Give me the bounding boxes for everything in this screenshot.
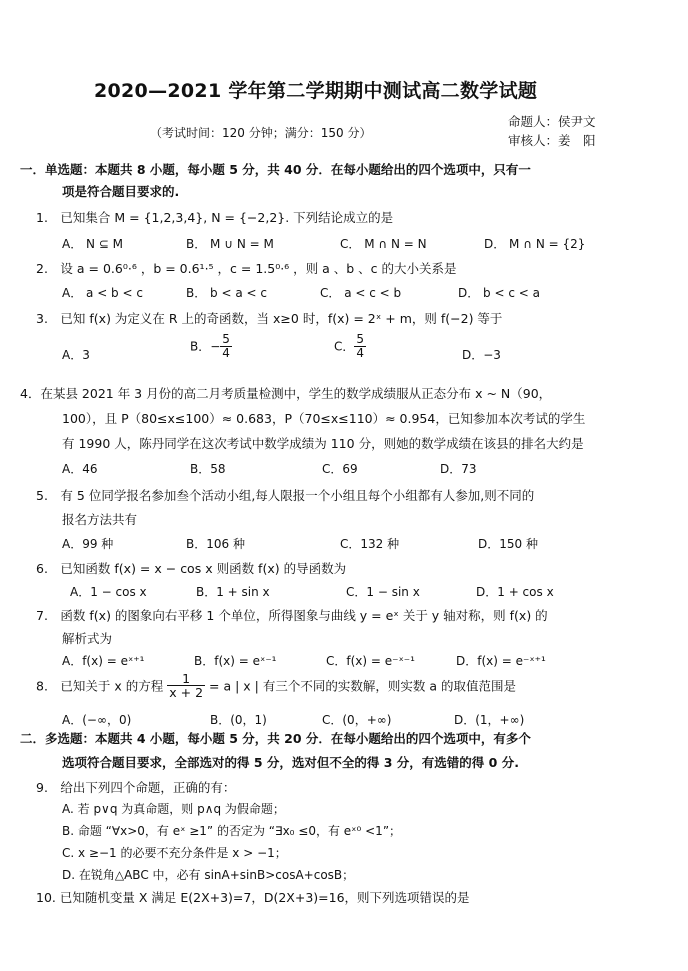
author-line: 命题人：侯尹文: [508, 114, 596, 129]
q2-stem: 2. 设 a = 0.6⁰·⁶ ，b = 0.6¹·⁵ ，c = 1.5⁰·⁶ ，则 a 、b 、c 的大小关系是: [36, 261, 457, 276]
q8-stem: [36, 672, 516, 699]
q9-option-c: C. x ≥−1 的必要不充分条件是 x > −1；: [62, 846, 287, 860]
q5-line1: 5. 有 5 位同学报名参加叁个活动小组,每人限报一个小组且每个小组都有人参加,则不同的: [36, 488, 535, 503]
q2-option-a: A． a < b < c: [62, 286, 143, 300]
q3-option-c-prefix: C．: [334, 339, 355, 354]
q4-option-b: B．58: [190, 462, 226, 476]
q5-option-b: B．106 种: [186, 537, 245, 551]
q6-option-d: D．1 + cos x: [476, 585, 554, 599]
q4-option-d: D．73: [440, 462, 477, 476]
q9-option-a: A. 若 p∨q 为真命题，则 p∧q 为假命题；: [62, 802, 285, 816]
q8-fraction-denominator: x + 2: [169, 685, 204, 701]
q3-stem: 3. 已知 f(x) 为定义在 R 上的奇函数，当 x≥0 时，f(x) = 2ˣ + m，则 f(−2) 等于: [36, 311, 503, 326]
q3-option-a: A．3: [62, 348, 90, 362]
q3-option-c-numerator: 5: [356, 332, 365, 346]
q6-option-a: A．1 − cos x: [70, 585, 147, 599]
q6-stem: 6. 已知函数 f(x) = x − cos x 则函数 f(x) 的导函数为: [36, 561, 347, 576]
q9-stem: 9. 给出下列四个命题，正确的有：: [36, 780, 236, 795]
q1-option-b: B． M ∪ N = M: [186, 237, 274, 251]
q8-stem-prefix: 8. 已知关于 x 的方程: [36, 678, 164, 694]
q8-option-a: A．(−∞，0): [62, 713, 132, 727]
q4-line1: 4．在某县 2021 年 3 月份的高二月考质量检测中，学生的数学成绩服从正态分布 x ~ N（90，: [20, 386, 552, 401]
q5-option-d: D．150 种: [478, 537, 538, 551]
q8-stem-suffix: = a | x | 有三个不同的实数解，则实数 a 的取值范围是: [209, 678, 516, 694]
q7-option-a: A．f(x) = eˣ⁺¹: [62, 654, 145, 668]
section2-heading-line1: 二．多选题：本题共 4 小题，每小题 5 分，共 20 分．在每小题给出的四个选项中，有多个: [20, 731, 531, 746]
q3-option-b-fraction: [220, 333, 232, 359]
section1-heading-line1: 一．单选题：本题共 8 小题，每小题 5 分，共 40 分．在每小题给出的四个选项中，只有一: [20, 162, 531, 177]
q7-option-c: C．f(x) = e⁻ˣ⁻¹: [326, 654, 415, 668]
q4-option-a: A．46: [62, 462, 98, 476]
section1-heading-line2: 项是符合题目要求的.: [62, 184, 180, 199]
q5-option-a: A．99 种: [62, 537, 114, 551]
q4-option-c: C．69: [322, 462, 358, 476]
section2-heading-line2: 选项符合题目要求，全部选对的得 5 分，选对但不全的得 3 分，有选错的得 0 分.: [62, 755, 519, 770]
q1-stem: 1. 已知集合 M = {1,2,3,4}, N = {−2,2}. 下列结论成立的是: [36, 210, 394, 225]
q3-option-b-denominator: 4: [222, 345, 230, 360]
q3-option-c: [334, 333, 366, 359]
q6-option-b: B．1 + sin x: [196, 585, 270, 599]
q5-option-c: C．132 种: [340, 537, 400, 551]
q8-option-c: C．(0，+∞): [322, 713, 392, 727]
reviewer-line: 审核人：姜 阳: [508, 133, 596, 148]
q7-option-d: D．f(x) = e⁻ˣ⁺¹: [456, 654, 546, 668]
q1-option-d: D． M ∩ N = {2}: [484, 237, 586, 251]
q1-option-a: A． N ⊆ M: [62, 237, 124, 251]
q7-line2: 解析式为: [62, 631, 113, 646]
q7-option-b: B．f(x) = eˣ⁻¹: [194, 654, 277, 668]
q8-option-d: D．(1，+∞): [454, 713, 525, 727]
exam-time-info: （考试时间：120 分钟；满分：150 分）: [150, 126, 372, 140]
q8-option-b: B．(0，1): [210, 713, 267, 727]
q6-option-c: C．1 − sin x: [346, 585, 420, 599]
q4-line3: 有 1990 人，陈丹同学在这次考试中数学成绩为 110 分，则她的数学成绩在该县的排名大约是: [62, 436, 584, 451]
q2-option-d: D． b < c < a: [458, 286, 540, 300]
q3-option-b-prefix: B．−: [190, 339, 221, 354]
q10-stem: 10. 已知随机变量 X 满足 E(2X+3)=7，D(2X+3)=16，则下列选项错误的是: [36, 890, 470, 905]
q9-option-d: D. 在锐角△ABC 中，必有 sinA+sinB>cosA+cosB；: [62, 868, 355, 882]
q3-option-d: D．−3: [462, 348, 501, 362]
q8-fraction-numerator: 1: [167, 672, 205, 686]
q1-option-c: C． M ∩ N = N: [340, 237, 427, 251]
q5-line2: 报名方法共有: [62, 512, 138, 527]
q8-fraction: [167, 672, 205, 699]
exam-title: 2020—2021 学年第二学期期中测试高二数学试题: [94, 80, 538, 102]
q7-line1: 7. 函数 f(x) 的图象向右平移 1 个单位，所得图象与曲线 y = eˣ 关于 y 轴对称，则 f(x) 的: [36, 608, 548, 623]
q3-option-b: [190, 333, 232, 359]
q2-option-b: B． b < a < c: [186, 286, 267, 300]
q3-option-c-fraction: [354, 333, 366, 359]
q4-line2: 100），且 P（80≤x≤100）≈ 0.683，P（70≤x≤110）≈ 0.954，已知参加本次考试的学生: [62, 411, 586, 426]
q3-option-c-denominator: 4: [356, 345, 365, 360]
q9-option-b: B. 命题 “∀x>0，有 eˣ ≥1” 的否定为 “∃x₀ ≤0，有 eˣ⁰ <1”；: [62, 824, 402, 838]
q3-option-b-numerator: 5: [222, 332, 230, 346]
q2-option-c: C． a < c < b: [320, 286, 402, 300]
